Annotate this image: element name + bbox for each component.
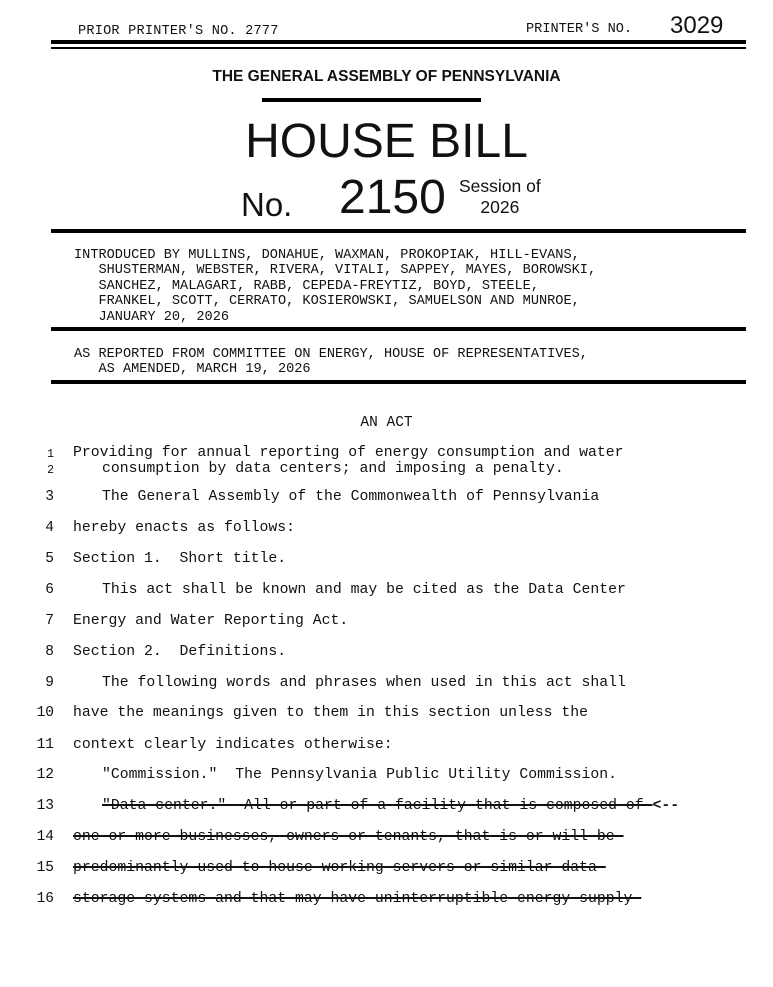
header-rule-thick — [51, 40, 746, 44]
line-number: 16 — [36, 891, 54, 907]
bill-text-line: context clearly indicates otherwise: — [73, 737, 393, 753]
bill-title: HOUSE BILL — [245, 115, 528, 168]
line-number: 12 — [36, 767, 54, 783]
prior-printer-number: PRIOR PRINTER'S NO. 2777 — [78, 24, 279, 39]
line-number: 2 — [47, 464, 54, 477]
session-info — [459, 176, 541, 218]
line-number: 15 — [36, 860, 54, 876]
section-heading: Section 1. Short title. — [73, 551, 287, 567]
bill-number: 2150 — [339, 171, 446, 224]
bill-text-line: Providing for annual reporting of energy consumption and water — [73, 445, 624, 461]
deleted-definition-line — [102, 798, 679, 814]
title-divider — [262, 98, 481, 102]
deleted-text: one or more businesses, owners or tenants, that is or will be — [73, 829, 624, 845]
introduced-by — [74, 248, 596, 325]
reported-from-committee — [74, 347, 588, 378]
line-number: 5 — [45, 551, 54, 567]
bill-text-line: The following words and phrases when used in this act shall — [102, 675, 626, 691]
bill-text-line: The General Assembly of the Commonwealth of Pennsylvania — [102, 489, 600, 505]
line-number: 10 — [36, 705, 54, 721]
act-heading: AN ACT — [360, 415, 413, 431]
line-number: 6 — [45, 582, 54, 598]
line-number: 3 — [45, 489, 54, 505]
printer-number: 3029 — [670, 12, 724, 39]
bill-text-line: have the meanings given to them in this section unless the — [73, 705, 589, 721]
bill-text-line: consumption by data centers; and imposing a penalty. — [102, 461, 564, 477]
line-number: 9 — [45, 675, 54, 691]
bill-number-label: No. — [241, 186, 293, 223]
session-year: 2026 — [480, 197, 520, 217]
introduced-line: SHUSTERMAN, WEBSTER, RIVERA, VITALI, SAPPEY, MAYES, BOROWSKI, — [98, 263, 597, 279]
header-rule-thin — [51, 47, 746, 49]
general-assembly-title: THE GENERAL ASSEMBLY OF PENNSYLVANIA — [212, 68, 561, 85]
reported-rule-bottom — [51, 380, 746, 384]
definition-commission: "Commission." The Pennsylvania Public Utility Commission. — [102, 767, 618, 783]
bill-text-line: This act shall be known and may be cited as the Data Center — [102, 582, 626, 598]
deleted-text: "Data center." All or part of a facility that is composed of — [102, 798, 653, 814]
line-number: 14 — [36, 829, 54, 845]
introduced-line: JANUARY 20, 2026 — [98, 309, 230, 325]
introduced-line: FRANKEL, SCOTT, CERRATO, KOSIEROWSKI, SAMUELSON AND MUNROE, — [98, 294, 580, 310]
line-number: 4 — [45, 520, 54, 536]
session-label: Session of — [459, 176, 541, 196]
deleted-text: storage systems and that may have uninterruptible energy supply — [73, 891, 642, 907]
line-number: 11 — [36, 737, 54, 753]
introduced-line: SANCHEZ, MALAGARI, RABB, CEPEDA-FREYTIZ, BOYD, STEELE, — [98, 278, 539, 294]
amendment-marker: <-- — [652, 798, 680, 814]
deleted-text: predominantly used to house working servers or similar data — [73, 860, 606, 876]
line-number: 1 — [47, 448, 54, 461]
printer-number-label: PRINTER'S NO. — [526, 22, 633, 37]
bill-text-line: hereby enacts as follows: — [73, 520, 295, 536]
intro-rule-top — [51, 229, 746, 233]
line-number: 13 — [36, 798, 54, 814]
introduced-line: INTRODUCED BY MULLINS, DONAHUE, WAXMAN, PROKOPIAK, HILL-EVANS, — [74, 248, 580, 263]
intro-rule-bottom — [51, 327, 746, 331]
reported-line: AS AMENDED, MARCH 19, 2026 — [98, 362, 311, 378]
reported-line: AS REPORTED FROM COMMITTEE ON ENERGY, HOUSE OF REPRESENTATIVES, — [74, 347, 588, 362]
section-heading: Section 2. Definitions. — [73, 644, 287, 660]
bill-text-line: Energy and Water Reporting Act. — [73, 613, 349, 629]
line-number: 8 — [45, 644, 54, 660]
line-number: 7 — [45, 613, 54, 629]
